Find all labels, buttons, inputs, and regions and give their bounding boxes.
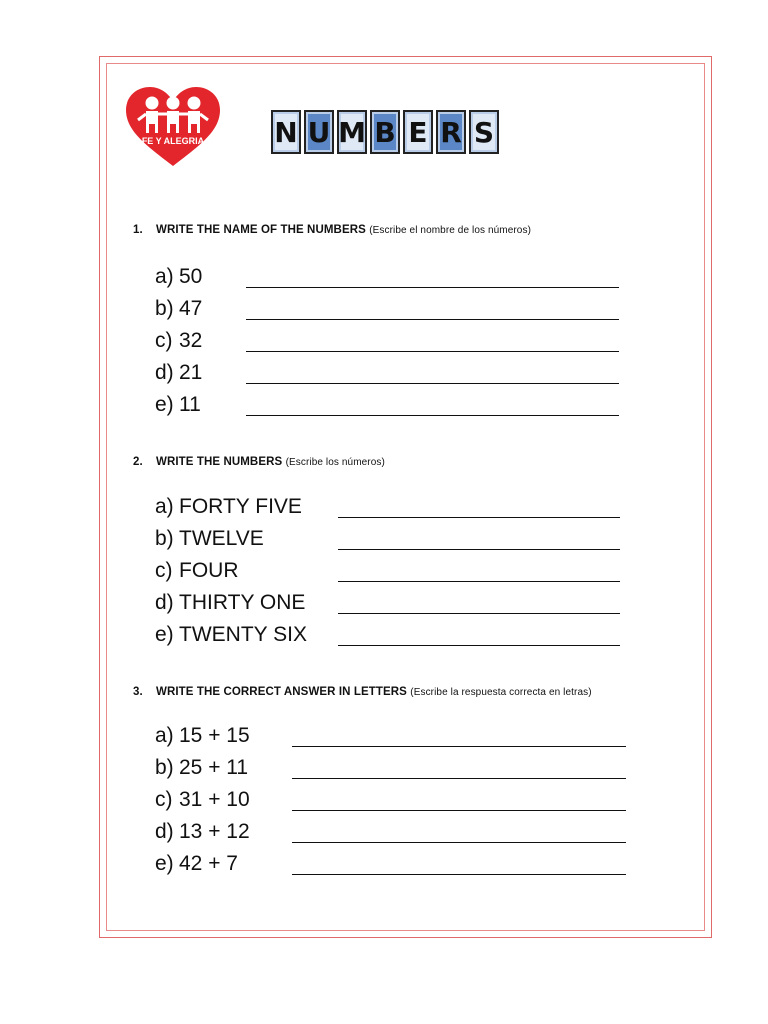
answer-line[interactable] bbox=[338, 581, 620, 582]
answer-line[interactable] bbox=[246, 383, 619, 384]
exercise-item: c) 31 + 10 bbox=[155, 788, 250, 811]
title-letter: S bbox=[469, 110, 499, 154]
answer-line[interactable] bbox=[338, 645, 620, 646]
section-number: 2. bbox=[133, 456, 143, 468]
exercise-item: c) 32 bbox=[155, 329, 203, 352]
exercise-item: c) FOUR bbox=[155, 559, 239, 582]
exercise-item: e) 42 + 7 bbox=[155, 852, 238, 875]
section-subtitle: (Escribe los números) bbox=[285, 457, 385, 468]
exercise-item: d) 13 + 12 bbox=[155, 820, 250, 843]
section-3-heading bbox=[133, 686, 592, 698]
answer-line[interactable] bbox=[246, 351, 619, 352]
answer-line[interactable] bbox=[292, 746, 626, 747]
answer-line[interactable] bbox=[338, 517, 620, 518]
title-letter: E bbox=[403, 110, 433, 154]
exercise-item: d) THIRTY ONE bbox=[155, 591, 306, 614]
section-number: 1. bbox=[133, 224, 143, 236]
exercise-item: e) 11 bbox=[155, 393, 201, 416]
answer-line[interactable] bbox=[292, 874, 626, 875]
section-2-heading bbox=[133, 456, 385, 468]
exercise-item: b) 25 + 11 bbox=[155, 756, 249, 779]
title-letter: U bbox=[304, 110, 334, 154]
answer-line[interactable] bbox=[246, 415, 619, 416]
title-letter: R bbox=[436, 110, 466, 154]
answer-line[interactable] bbox=[292, 810, 626, 811]
section-title: WRITE THE NUMBERS bbox=[156, 456, 283, 468]
exercise-item: b) TWELVE bbox=[155, 527, 264, 550]
answer-line[interactable] bbox=[292, 778, 626, 779]
fe-y-alegria-logo bbox=[124, 86, 222, 168]
title-letter: B bbox=[370, 110, 400, 154]
exercise-item: a) FORTY FIVE bbox=[155, 495, 302, 518]
title-letter: N bbox=[271, 110, 301, 154]
exercise-item: a) 50 bbox=[155, 265, 203, 288]
title-numbers bbox=[271, 110, 499, 158]
section-subtitle: (Escribe la respuesta correcta en letras) bbox=[410, 687, 592, 698]
section-title: WRITE THE NAME OF THE NUMBERS bbox=[156, 224, 366, 236]
section-1-heading bbox=[133, 224, 531, 236]
exercise-item: e) TWENTY SIX bbox=[155, 623, 307, 646]
section-title: WRITE THE CORRECT ANSWER IN LETTERS bbox=[156, 686, 407, 698]
answer-line[interactable] bbox=[246, 287, 619, 288]
answer-line[interactable] bbox=[292, 842, 626, 843]
exercise-item: d) 21 bbox=[155, 361, 203, 384]
title-letter: M bbox=[337, 110, 367, 154]
answer-line[interactable] bbox=[338, 549, 620, 550]
answer-line[interactable] bbox=[246, 319, 619, 320]
exercise-item: b) 47 bbox=[155, 297, 203, 320]
section-number: 3. bbox=[133, 686, 143, 698]
logo-text: FE Y ALEGRIA bbox=[141, 136, 205, 146]
section-subtitle: (Escribe el nombre de los números) bbox=[369, 225, 532, 236]
answer-line[interactable] bbox=[338, 613, 620, 614]
exercise-item: a) 15 + 15 bbox=[155, 724, 250, 747]
